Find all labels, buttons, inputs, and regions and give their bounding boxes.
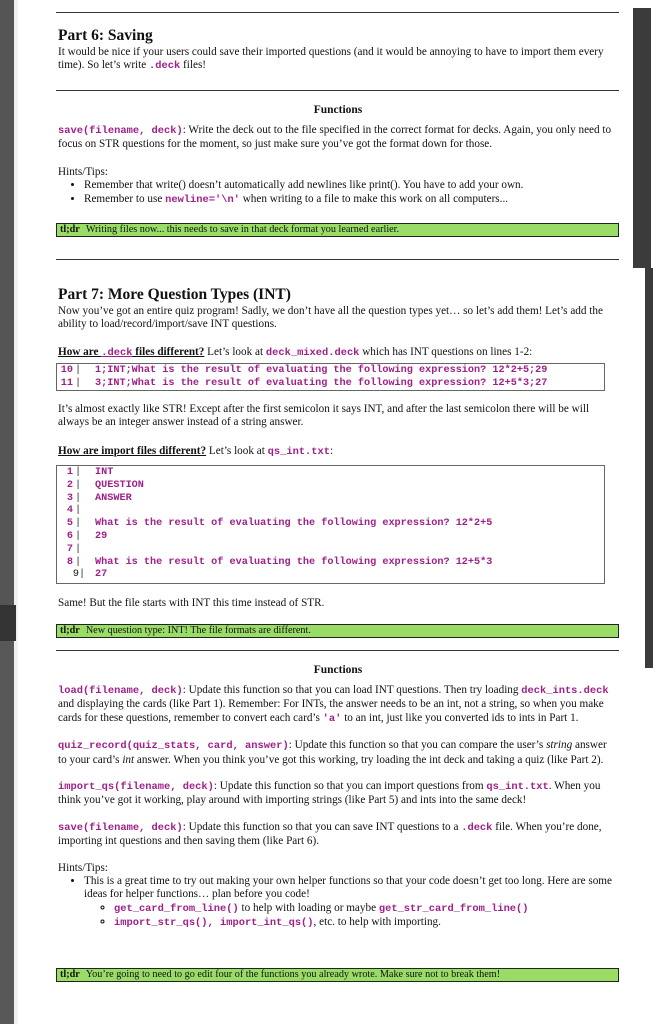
code-line: 9| 27 xyxy=(72,569,108,581)
part7-hints-label: Hints/Tips: xyxy=(58,861,108,874)
part6-save-desc: save(filename, deck): Write the deck out to the file specified in the correct format for decks. Again, you only need to focus on STR questions for the moment, so just make sure you’ve got the format down for those. xyxy=(58,124,612,151)
code-line: 10 | 1;INT;What is the result of evaluating the following expression? 12*2+5;29 xyxy=(60,365,548,376)
list-item: • Remember that write() doesn’t automatically add newlines like print(). You have to add your own. xyxy=(84,179,618,192)
code-line: 2 | QUESTION xyxy=(66,479,144,491)
part7-compare-text: It’s almost exactly like STR! Except after the first semicolon it says INT, and after the last semicolon there will be will always be an integer answer instead of a string answer. xyxy=(58,403,590,429)
code-line: 11 | 3;INT;What is the result of evaluating the following expression? 12+5*3;27 xyxy=(60,377,548,389)
part6-hints-list xyxy=(58,179,618,207)
part7-save-desc: save(filename, deck): Update this function so that you can save INT questions to a .deck file. When you’re done, importing int questions and then saving them (like Part 6). xyxy=(58,820,602,848)
part7-functions-title: Functions xyxy=(313,664,363,676)
part6-heading: Part 6: Saving xyxy=(58,27,153,44)
code-line: 5 | What is the result of evaluating the following expression? 12*2+5 xyxy=(66,518,493,530)
part7-tldr-2: tl;dr You’re going to need to go edit four of the functions you already wrote. Make sure not to break them! xyxy=(56,968,619,982)
left-scroll-shadow xyxy=(0,0,14,605)
part6-functions xyxy=(58,104,618,207)
list-item: ◦ get_card_from_line() to help with loading or maybe get_str_card_from_line() xyxy=(114,902,618,916)
code-line: 8 | What is the result of evaluating the following expression? 12+5*3 xyxy=(66,556,493,568)
part7-load-desc: load(filename, deck): Update this function so that you can load INT questions. Then try loading deck_ints.deck and displaying the cards (like Part 1). Remember: For INTs, the answer needs to be an int, not a string, so when you make cards for these questions, remember to convert each card’s 'a' to an int, just like you converted ids to ints in Part 1. xyxy=(58,684,609,725)
list-item: • This is a great time to try out making your own helper functions so that your code doesn’t get too long. Here are some ideas for helper functions… plan before you code! ◦ get_card_from_line() to help with loading or maybe get_str_card_from_line() ◦ import_str_qs(), import_int_qs(), etc. to help with importing. xyxy=(84,875,618,931)
left-scroll-shadow-bottom xyxy=(0,641,14,1024)
code-line: 3 | ANSWER xyxy=(66,492,132,504)
part7-deck-question: How are .deck files different? Let’s look at deck_mixed.deck which has INT questions on lines 1-2: xyxy=(58,345,533,359)
part6-functions-title: Functions xyxy=(313,104,363,116)
quiz-record-function-name: quiz_record(quiz_stats, card, answer) xyxy=(58,740,289,753)
part7-functions-rule xyxy=(56,650,619,651)
code-line: 7 | xyxy=(66,543,82,555)
load-function-name: load(filename, deck) xyxy=(58,685,183,697)
part7-hints-list xyxy=(58,875,618,931)
top-rule xyxy=(56,12,619,13)
part7-heading: Part 7: More Question Types (INT) xyxy=(58,286,291,303)
document-page xyxy=(18,0,633,1024)
helper-ideas-list xyxy=(84,902,618,931)
part7-tldr-1: tl;dr New question type: INT! The file formats are different. xyxy=(56,624,619,638)
save-function-name-2: save(filename, deck) xyxy=(58,821,183,834)
part7-compare xyxy=(58,403,618,459)
import-function-name: import_qs(filename, deck) xyxy=(58,781,214,794)
left-scroll-shadow-lower xyxy=(0,605,16,641)
part6-section xyxy=(58,27,618,74)
import-code-block xyxy=(56,465,605,584)
list-item: • Remember to use newline='\n' when writing to a file to make this work on all computers... xyxy=(84,193,618,207)
part6-bottom-rule xyxy=(56,259,619,260)
save-function-name: save(filename, deck) xyxy=(58,125,183,137)
part7-functions xyxy=(58,664,618,931)
part6-intro: It would be nice if your users could save their imported questions (and it would be annoying to have to import them every time). So let’s write .deck files! xyxy=(58,46,604,73)
code-line: 6 | 29 xyxy=(66,530,108,542)
code-line: 4 | xyxy=(66,505,82,517)
part7-intro: Now you’ve got an entire quiz program! Sadly, we don’t have all the question types yet… so let’s add them! Let’s add the ability to load/record/import/save INT questions. xyxy=(58,305,603,331)
deck-code-block xyxy=(56,363,605,391)
part7-section xyxy=(58,286,618,360)
part7-same-text: Same! But the file starts with INT this time instead of STR. xyxy=(58,597,325,609)
right-scroll-shadow-lower xyxy=(645,268,653,668)
code-line: 1 | INT xyxy=(66,467,114,478)
part7-quiz-desc: quiz_record(quiz_stats, card, answer): Update this function so that you can compare the user’s string answer to your card’s int answer. When you think you’ve got this working, try loading the int deck and taking a quiz (like Part 2). xyxy=(58,739,607,766)
part7-import-desc: import_qs(filename, deck): Update this function so that you can import questions from qs_int.txt. When you think you’ve got it working, play around with importing strings (like Part 5) and ints into the same deck! xyxy=(58,780,601,807)
part6-functions-rule xyxy=(56,90,619,91)
list-item: ◦ import_str_qs(), import_int_qs(), etc. to help with importing. xyxy=(114,916,618,930)
part6-tldr: tl;dr Writing files now... this needs to save in that deck format you learned earlier. xyxy=(56,223,619,237)
right-scroll-shadow xyxy=(633,8,651,268)
part7-import-question: How are import files different? Let’s look at qs_int.txt: xyxy=(58,444,334,458)
part6-hints-label: Hints/Tips: xyxy=(58,165,108,178)
part7-same xyxy=(58,597,618,610)
